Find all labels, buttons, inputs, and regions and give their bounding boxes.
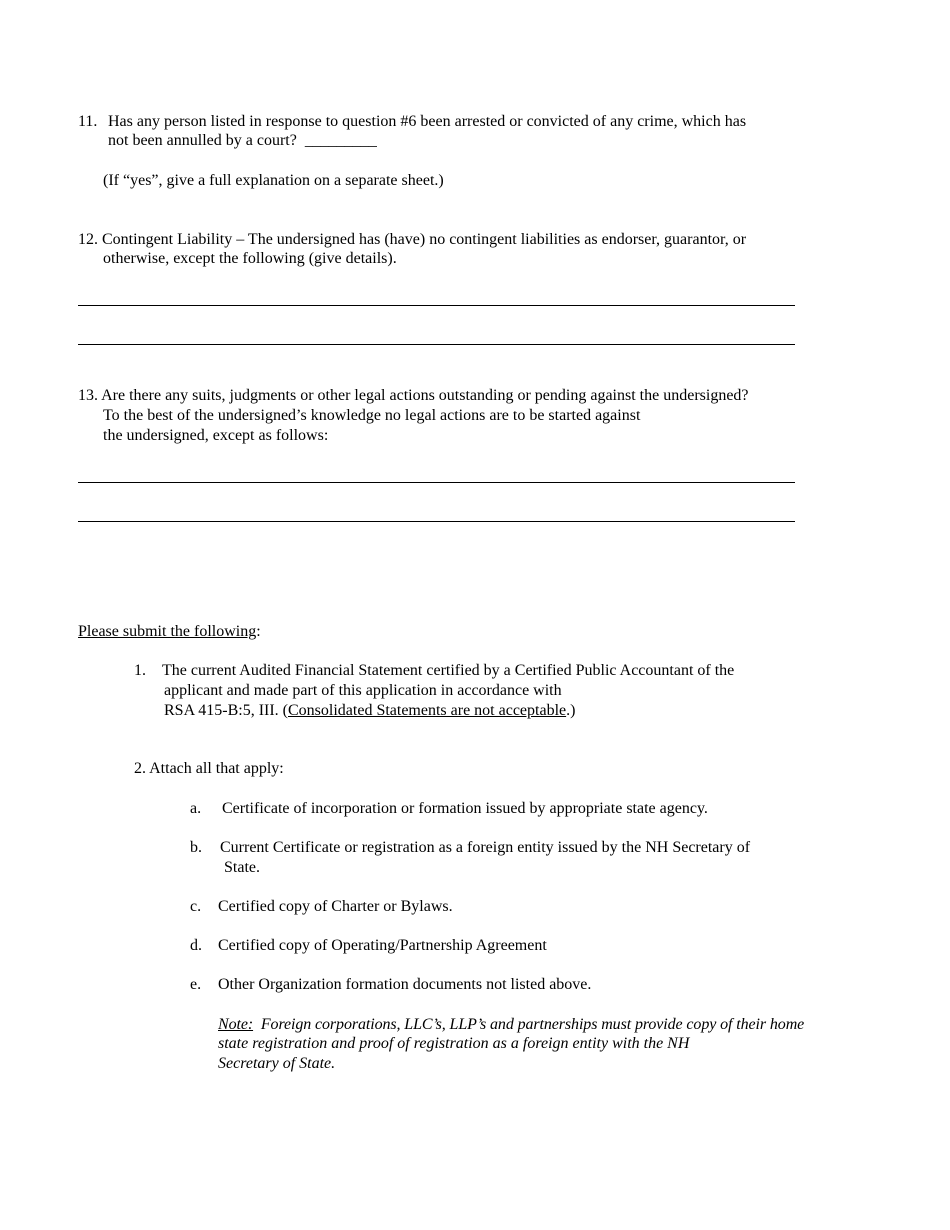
note-line-2: state registration and proof of registration as a foreign entity with the NH bbox=[218, 1035, 690, 1052]
item-2b-letter: b. bbox=[190, 839, 202, 856]
submit-item-1-line-1: The current Audited Financial Statement certified by a Certified Public Accountant of the bbox=[162, 662, 735, 679]
submit-item-1-number: 1. bbox=[134, 662, 146, 679]
q13-line-3: the undersigned, except as follows: bbox=[103, 427, 329, 444]
item-2d-text: Certified copy of Operating/Partnership Agreement bbox=[218, 937, 547, 954]
q11-explanation-note: (If “yes”, give a full explanation on a separate sheet.) bbox=[103, 172, 444, 189]
q11-line-1: Has any person listed in response to question #6 been arrested or convicted of any crime, which has bbox=[108, 113, 747, 130]
item-2a-letter: a. bbox=[190, 800, 202, 817]
item-2b-line-1: Current Certificate or registration as a foreign entity issued by the NH Secretary of bbox=[220, 839, 751, 856]
item-2e-text: Other Organization formation documents not listed above. bbox=[218, 976, 592, 993]
submit-item-2-label: 2. Attach all that apply: bbox=[134, 760, 284, 777]
q13-answer-line-2[interactable] bbox=[78, 521, 795, 522]
q12-line-1: 12. Contingent Liability – The undersigned has (have) no contingent liabilities as endorser, guarantor, or bbox=[78, 231, 747, 248]
submit-item-1-line-3 bbox=[164, 701, 575, 721]
item-2d-letter: d. bbox=[190, 937, 202, 954]
submit-heading-colon: : bbox=[256, 623, 261, 640]
q13-line-2: To the best of the undersigned’s knowledge no legal actions are to be started against bbox=[103, 407, 641, 424]
note-line-3: Secretary of State. bbox=[218, 1055, 336, 1072]
submit-heading bbox=[78, 622, 261, 642]
submit-item-1-line-3-pre: RSA 415-B:5, III. ( bbox=[164, 702, 288, 719]
submit-item-1-line-2: applicant and made part of this application in accordance with bbox=[164, 682, 562, 699]
q11-line-2-text: not been annulled by a court? bbox=[108, 132, 297, 149]
item-2b-line-2: State. bbox=[224, 859, 260, 876]
q12-line-2: otherwise, except the following (give details). bbox=[103, 250, 397, 267]
item-2c-letter: c. bbox=[190, 898, 202, 915]
q13-line-1: 13. Are there any suits, judgments or other legal actions outstanding or pending against the undersigned? bbox=[78, 387, 749, 404]
q13-answer-line-1[interactable] bbox=[78, 482, 795, 483]
q12-answer-line-2[interactable] bbox=[78, 344, 795, 345]
q11-line-2 bbox=[108, 131, 377, 151]
note-line-1 bbox=[218, 1015, 804, 1035]
note-line-1-text: Foreign corporations, LLC’s, LLP’s and partnerships must provide copy of their home bbox=[260, 1016, 805, 1033]
item-2a-text: Certificate of incorporation or formation issued by appropriate state agency. bbox=[222, 800, 708, 817]
q12-answer-line-1[interactable] bbox=[78, 305, 795, 306]
item-2e-letter: e. bbox=[190, 976, 202, 993]
submit-heading-text: Please submit the following bbox=[78, 623, 257, 640]
q11-answer-blank[interactable]: _________ bbox=[304, 132, 377, 149]
item-2c-text: Certified copy of Charter or Bylaws. bbox=[218, 898, 453, 915]
q11-number: 11. bbox=[78, 113, 98, 130]
note-label: Note: bbox=[218, 1016, 254, 1033]
submit-item-1-line-3-post: .) bbox=[566, 702, 576, 719]
consolidated-statements-note: Consolidated Statements are not acceptable bbox=[288, 702, 567, 719]
